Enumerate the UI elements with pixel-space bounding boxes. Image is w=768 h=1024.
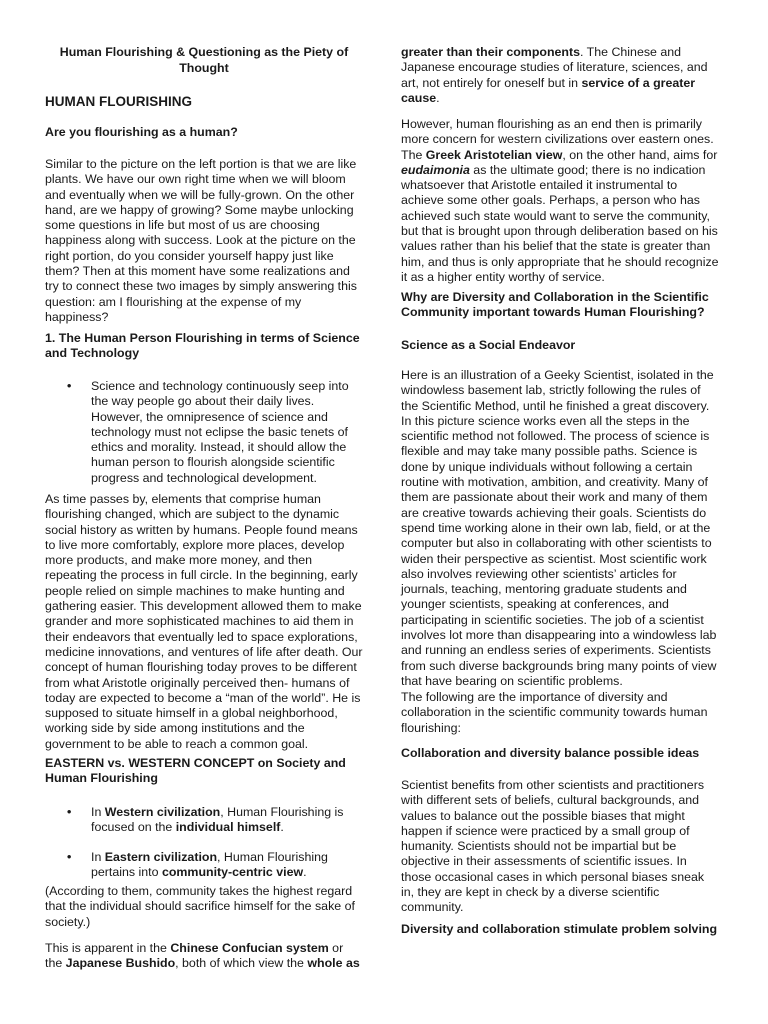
heading-science-technology: 1. The Human Person Flourishing in terms of Science and Technology bbox=[45, 331, 360, 361]
question-heading: Are you flourishing as a human? bbox=[45, 125, 238, 139]
paragraph-however: However, human flourishing as an end then is primarily more concern for western civilizations over eastern ones. The Greek Aristotelian view, on the other hand, aims for eudaimonia as the ultimate good; there is no indication whatsoever that Aristotle entailed it instrumental to achieve some other goals. Perhaps, a person who has achieved such state would want to serve the community, but that is brought upon through deliberation based on his values rather than his belief that the state is greater than him, and thus is only appropriate that he should recognize it as a higher entity worthy of service. bbox=[401, 117, 719, 284]
paragraph-following: The following are the importance of diversity and collaboration in the scientific community towards human flourishing: bbox=[401, 690, 708, 735]
paragraph-according: (According to them, community takes the highest regard that the individual should sacrifice himself for the sake of society.) bbox=[45, 884, 355, 929]
heading-stimulate: Diversity and collaboration stimulate problem solving bbox=[401, 922, 718, 936]
list-item bbox=[45, 805, 363, 836]
list-item bbox=[45, 850, 363, 881]
paragraph-continuation: greater than their components. The Chinese and Japanese encourage studies of literature, sciences, and art, not entirely for oneself but in service of a greater cause. bbox=[401, 45, 708, 105]
heading-balance-ideas: Collaboration and diversity balance possible ideas bbox=[401, 746, 700, 760]
heading-eastern-western: EASTERN vs. WESTERN CONCEPT on Society and Human Flourishing bbox=[45, 756, 346, 786]
paragraph-apparent: This is apparent in the Chinese Confucian system or the Japanese Bushido, both of which view the whole as bbox=[45, 941, 360, 971]
paragraph-time-passes: As time passes by, elements that comprise human flourishing changed, which are subject to the dynamic social history as written by humans. People found means to live more comfortably, explore more places, develop more products, and make more money, and then repeating the process in full circle. In the beginning, early people relied on simple machines to make hunting and gathering easier. This development allowed them to make grander and more sophisticated machines to aid them in their endeavors that eventually led to space explorations, medicine innovations, and ventures of life after death. Our concept of human flourishing today proves to be different from what Aristotle originally perceived then- humans of today are expected to become a “man of the world”. He is supposed to situate himself in a global neighborhood, working side by side among institutions and the government to be able to reach a common goal. bbox=[45, 492, 363, 751]
bullet-text-western: In Western civilization, Human Flourishing is focused on the individual himself. bbox=[91, 805, 344, 835]
intro-paragraph: Similar to the picture on the left portion is that we are like plants. We have our own right time when we will bloom and eventually when we will be fully-grown. On the other hand, are we happy of growing? Some maybe unlocking some questions in life but most of us are choosing happiness along with success. Look at the picture on the right portion, do you consider yourself happy just like them? Then at this moment have some realizations and try to connect these two images by simply answering this question: am I flourishing at the expense of my happiness? bbox=[45, 157, 357, 324]
section-heading: HUMAN FLOURISHING bbox=[45, 94, 192, 109]
paragraph-geeky-scientist: Here is an illustration of a Geeky Scientist, isolated in the windowless basement lab, strictly following the rules of the Scientific Method, until he finished a great discovery. In this picture science works even all the steps in the scientific method not followed. The process of science is flexible and may take many possible paths. Science is done by unique individuals without following a certain routine with motivation, ambition, and creativity. Many of them are passionate about their work and many of them are creative towards achieving their goals. Scientists do spend time working alone in their own lab, field, or at the computer but also in collaborating with other scientists to widen their perspective as scientist. Most scientific work also involves reviewing other scientists’ articles for journals, teaching, mentoring graduate students and younger scientists, speaking at conferences, and participating in scientific societies. The job of a scientist involves lot more than disappearing into a windowless lab and running an endless series of experiments. Scientists from such diverse backgrounds bring many points of view that have bearing on scientific problems. bbox=[401, 368, 717, 688]
list-item bbox=[45, 379, 363, 486]
bullet-list-civilizations bbox=[45, 805, 363, 880]
paragraph-benefits: Scientist benefits from other scientists and practitioners with different sets of beliefs, cultural backgrounds, and values to balance out the possible biases that might happen if science were practiced by a small group of humanity. Scientists should not be impartial but be objective in their assessments of scientific issues. In those occasional cases in which personal biases sneak in, they are kept in check by a diverse scientific community. bbox=[401, 778, 705, 915]
heading-social-endeavor: Science as a Social Endeavor bbox=[401, 338, 576, 352]
document-title: Human Flourishing & Questioning as the Piety of Thought bbox=[59, 45, 349, 75]
bullet-text-eastern: In Eastern civilization, Human Flourishing pertains into community-centric view. bbox=[91, 849, 328, 879]
bullet-icon: • bbox=[67, 805, 72, 819]
bullet-list-science bbox=[45, 379, 363, 486]
bullet-text: Science and technology continuously seep into the way people go about their daily lives. However, the omnipresence of science and technology must not eclipse the basic tenets of ethics and morality. Instead, it should allow the human person to flourish alongside scientific progress and technological development. bbox=[91, 379, 349, 485]
heading-why-diversity: Why are Diversity and Collaboration in the Scientific Community important towards Human Flourishing? bbox=[401, 290, 709, 320]
bullet-icon: • bbox=[67, 849, 72, 864]
bullet-icon: • bbox=[67, 379, 72, 393]
